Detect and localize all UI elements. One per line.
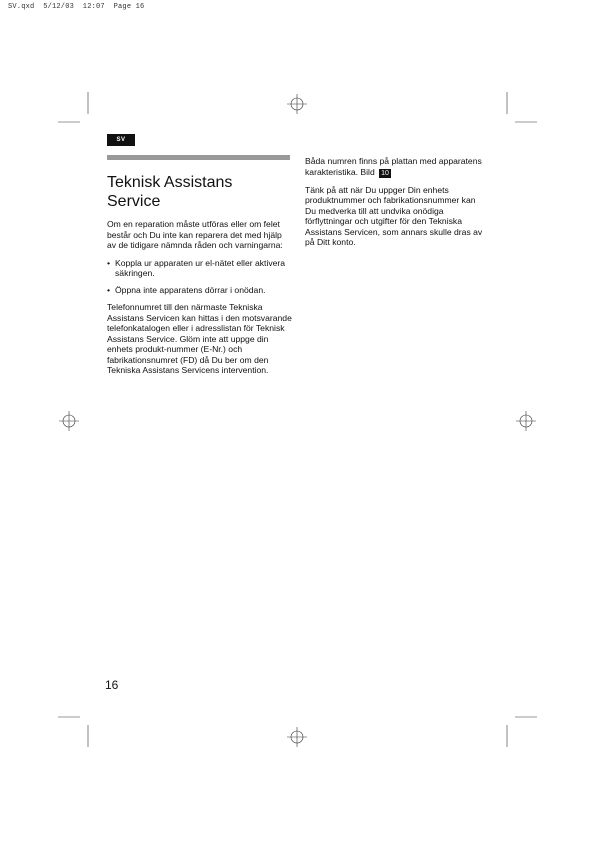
registration-mark-right — [516, 411, 536, 431]
left-column — [107, 173, 292, 383]
bullet-icon: • — [107, 284, 111, 295]
print-slug: SV.qxd 5/12/03 12:07 Page 16 — [8, 3, 145, 11]
figure-reference-badge: 10 — [381, 169, 389, 177]
intro-paragraph: Om en reparation måste utföras eller om felet består och Du inte kan reparera det med hjälp av de tidigare nämnda råden och varningarna: — [107, 219, 283, 250]
page-number: 16 — [105, 678, 119, 692]
phone-paragraph: Telefonnumret till den närmaste Tekniska Assistans Servicen kan hittas i den motsvarande telefonkatalogen eller i adresslistan för Teknisk Assistans Service. Glöm inte att uppge din enhets produkt-nummer (E-Nr.) och fabrikationsnumret (FD) då Du ber om den Tekniska Assistans Servicens intervention. — [107, 302, 292, 375]
list-item-text: Koppla ur apparaten ur el-nätet eller aktivera säkringen. — [115, 257, 286, 278]
numbers-paragraph — [305, 156, 487, 178]
list-item-text: Öppna inte apparatens dörrar i onödan. — [115, 284, 266, 295]
registration-mark-top — [287, 94, 307, 114]
remember-paragraph: Tänk på att när Du uppger Din enhets produktnummer och fabrikationsnummer kan Du medverka till att undvika onödiga förflyttningar och utgifter för den Tekniska Assistans Servicen, som annars skulle dras av på Ditt konto. — [305, 184, 483, 247]
language-tag: SV — [107, 134, 135, 146]
section-rule — [107, 155, 290, 160]
list-item — [107, 258, 292, 279]
registration-mark-left — [59, 411, 79, 431]
registration-mark-bottom — [287, 727, 307, 747]
section-heading: Teknisk Assistans Service — [107, 174, 233, 210]
numbers-text: Båda numren finns på plattan med apparatens karakteristika. Bild — [305, 156, 482, 177]
right-column — [305, 156, 487, 255]
instruction-list — [107, 258, 292, 296]
list-item — [107, 285, 292, 296]
bullet-icon: • — [107, 257, 111, 268]
